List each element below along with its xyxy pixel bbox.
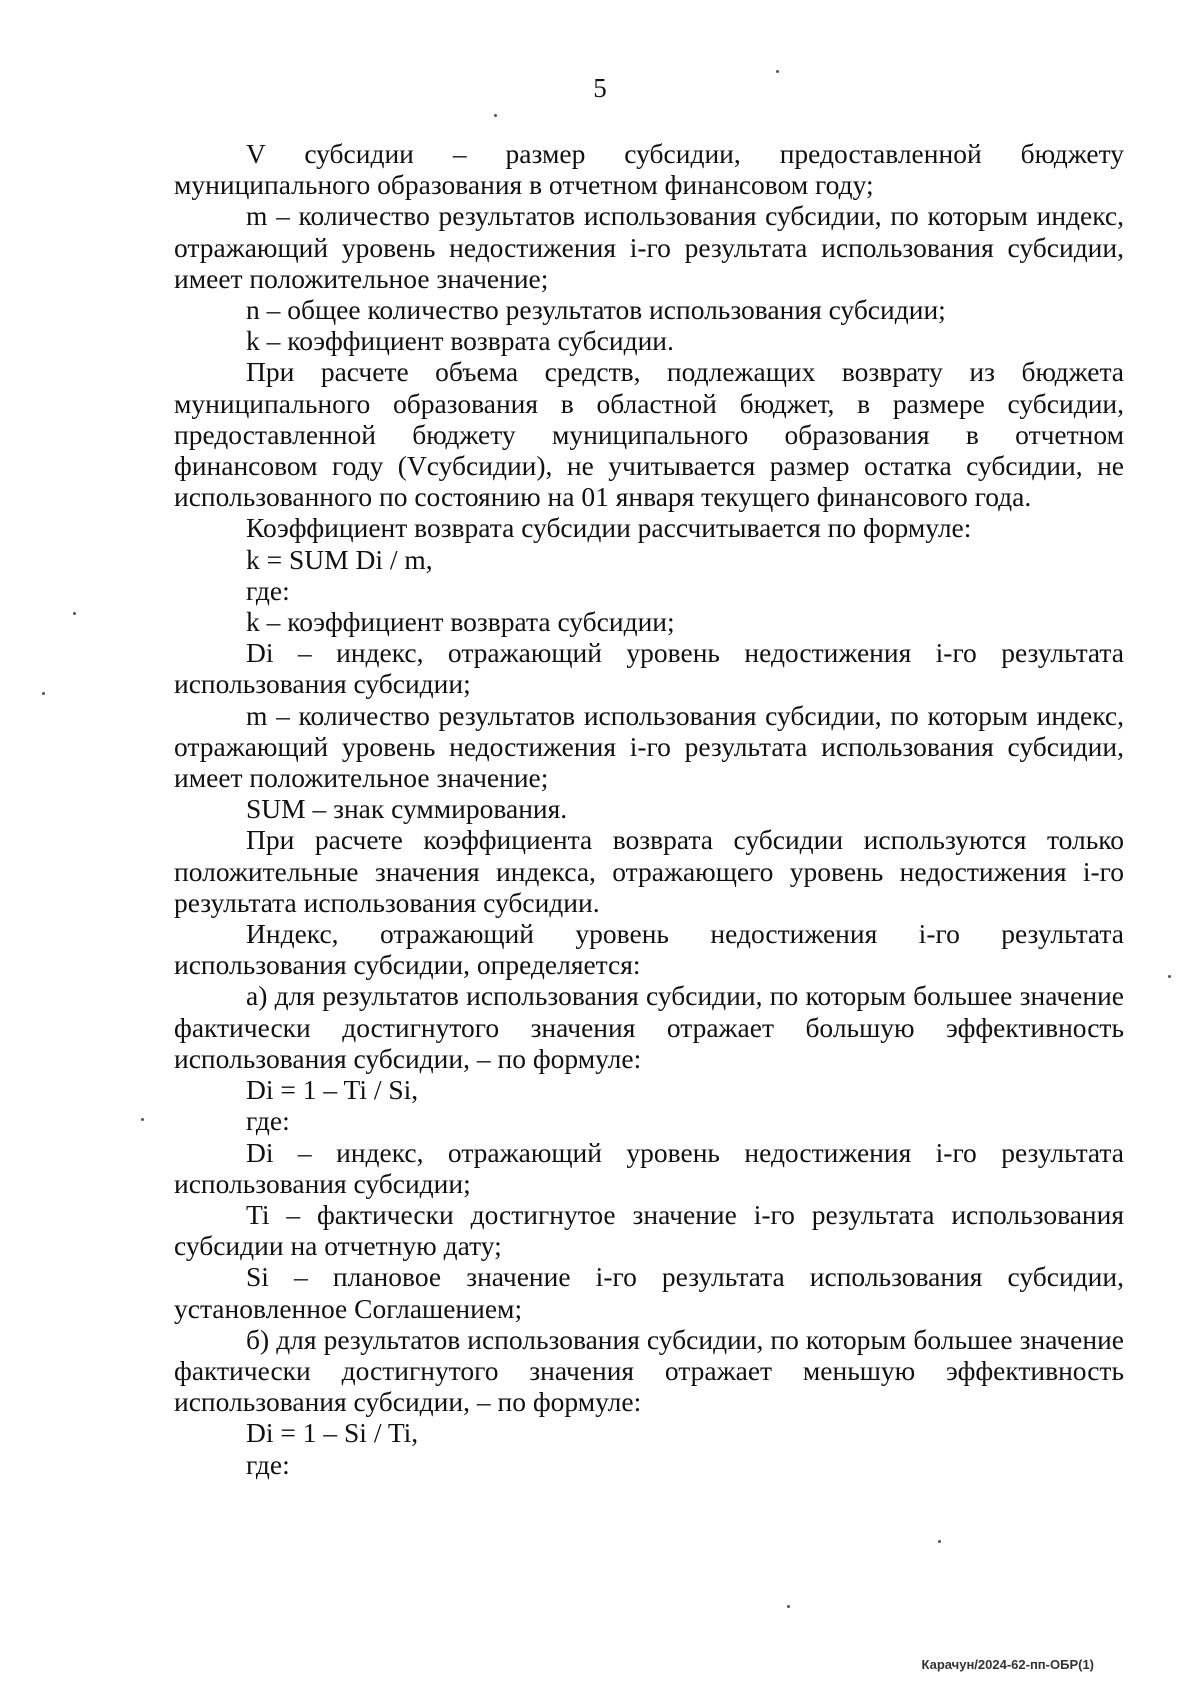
paragraph: где: — [246, 1448, 290, 1480]
paragraph: Di – индекс, отражающий уровень недостижения i-го результата использования субсидии; — [174, 637, 1124, 700]
scan-speck — [73, 612, 76, 615]
paragraph: SUM – знак суммирования. — [246, 793, 568, 825]
scan-speck — [42, 692, 45, 695]
paragraph: n – общее количество результатов использования субсидии; — [246, 294, 946, 326]
paragraph: а) для результатов использования субсидии, по которым большее значение фактически достигнутого значения отражает большую эффективность использования субсидии, – по формуле: — [174, 980, 1124, 1074]
scan-speck — [1168, 975, 1171, 978]
paragraph: k – коэффициент возврата субсидии. — [246, 325, 674, 357]
paragraph: При расчете коэффициента возврата субсидии используются только положительные значения индекса, отражающего уровень недостижения i-го результата использования субсидии. — [174, 824, 1124, 918]
formula: Di = 1 – Si / Ti, — [246, 1417, 419, 1449]
scan-speck — [494, 114, 497, 117]
document-body — [174, 138, 1124, 1480]
paragraph: m – количество результатов использования субсидии, по которым индекс, отражающий уровень недостижения i-го результата использования субсидии, имеет положительное значение; — [174, 699, 1124, 794]
scan-speck — [141, 1118, 144, 1121]
formula: Di = 1 – Ti / Si, — [246, 1074, 419, 1106]
paragraph: б) для результатов использования субсидии, по которым большее значение фактически достигнутого значения отражает меньшую эффективность использования субсидии, – по формуле: — [174, 1323, 1124, 1418]
scan-speck — [787, 1605, 790, 1608]
paragraph: Ti – фактически достигнутое значение i-го результата использования субсидии на отчетную дату; — [174, 1198, 1124, 1262]
paragraph: Di – индекс, отражающий уровень недостижения i-го результата использования субсидии; — [174, 1136, 1124, 1199]
paragraph: Коэффициент возврата субсидии рассчитывается по формуле: — [246, 512, 972, 544]
scan-speck — [938, 1540, 941, 1543]
scan-speck — [776, 70, 779, 73]
paragraph: где: — [246, 1105, 290, 1137]
paragraph: Индекс, отражающий уровень недостижения i-го результата использования субсидии, определяется: — [174, 918, 1124, 981]
document-code: Карачун/2024-62-пп-ОБР(1) — [921, 1657, 1094, 1672]
paragraph: m – количество результатов использования субсидии, по которым индекс, отражающий уровень недостижения i-го результата использования субсидии, имеет положительное значение; — [174, 200, 1124, 294]
paragraph: V субсидии – размер субсидии, предоставленной бюджету муниципального образования в отчетном финансовом году; — [174, 138, 1124, 201]
paragraph: где: — [246, 574, 290, 606]
paragraph: При расчете объема средств, подлежащих возврату из бюджета муниципального образования в областной бюджет, в размере субсидии, предоставленной бюджету муниципального образования в отчетном финансовом году (Vсубсидии), не учитывается размер остатка субсидии, не использованного по состоянию на 01 января текущего финансового года. — [174, 356, 1124, 513]
paragraph: k – коэффициент возврата субсидии; — [246, 606, 675, 638]
page-number: 5 — [593, 73, 607, 103]
formula: k = SUM Di / m, — [246, 543, 433, 575]
paragraph: Si – плановое значение i-го результата использования субсидии, установленное Соглашением; — [174, 1261, 1124, 1324]
